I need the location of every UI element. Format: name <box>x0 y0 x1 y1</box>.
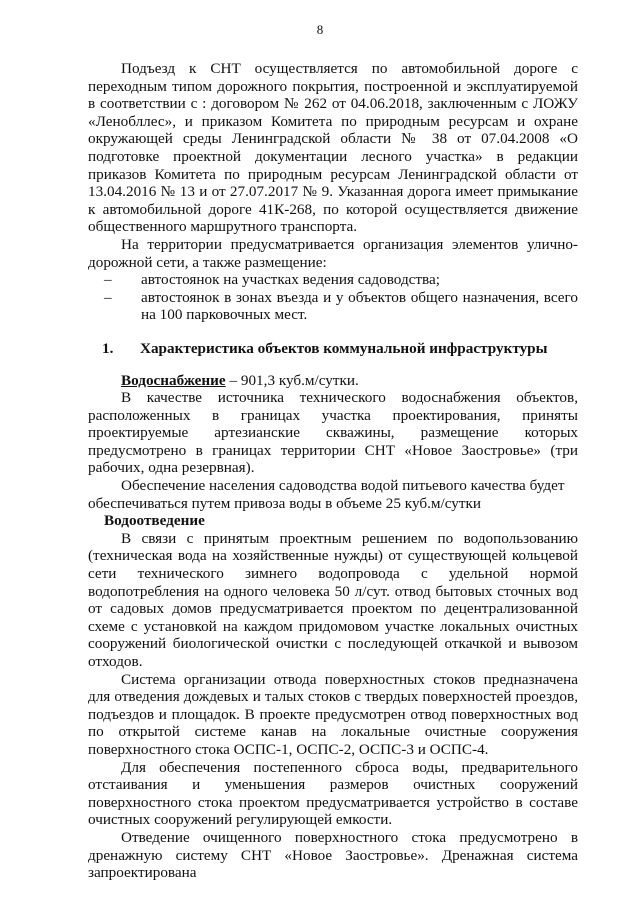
water-supply-value: – 901,3 куб.м/сутки. <box>225 371 359 389</box>
paragraph-access-road: Подъезд к СНТ осуществляется по автомобильной дороге с переходным типом дорожного покрытия, построенной и эксплуатируемой в соответствии с : договором № 262 от 04.06.2018, заключенным с ЛОЖУ «Ленобллес», и приказом Комитета по природным ресурсам и охране окружающей среды Ленинградской области № 38 от 07.04.2008 «О подготовке проектной документации лесного участка» в редакции приказов Комитета по природным ресурсам Ленинградской области от 13.04.2016 № 13 и от 27.07.2017 № 9. Указанная дорога имеет примыкание к автомобильной дороге 41К-268, по которой осуществляется движение общественного маршрутного транспорта. <box>88 60 578 236</box>
paragraph-sewage: В связи с принятым проектным решением по водопользованию (техническая вода на хозяйственные нужды) от существующей кольцевой сети технического зимнего водопровода с удельной нормой водопотребления на одного человека 50 л/сут. отвод бытовых сточных вод от садовых домов предусматривается проектом по децентрализованной схеме с установкой на каждом придомовом участке локальных очистных сооружений биологической очистки с последующей откачкой и вывозом отходов. <box>88 529 578 670</box>
sewage-heading: Водоотведение <box>104 512 205 530</box>
paragraph-surface-runoff: Система организации отвода поверхностных стоков предназначена для отведения дождевых и талых стоков с твердых поверхностей проездов, подъездов и площадок. В проекте предусмотрен отвод поверхностных вод по открытой системе канав на локальные очистные сооружения поверхностного стока ОСПС-1, ОСПС-2, ОСПС-3 и ОСПС-4. <box>88 670 578 758</box>
section-number: 1. <box>102 339 114 357</box>
list-item <box>88 271 578 289</box>
paragraph-drainage: Отведение очищенного поверхностного стока предусмотрено в дренажную систему СНТ «Новое Заостровье». Дренажная система запроектирована <box>88 828 578 882</box>
water-supply-label: Водоснабжение <box>121 371 226 389</box>
page-number: 8 <box>316 22 324 37</box>
list-item-text: автостоянок в зонах въезда и у объектов общего назначения, всего на 100 парковочных мест. <box>141 288 578 324</box>
section-heading <box>88 340 578 358</box>
paragraph-water-source: В качестве источника технического водоснабжения объектов, расположенных в границах участка проектирования, приняты проектируемые артезианские скважины, размещение которых предусмотрено в границах территории СНТ «Новое Заостровье» (три рабочих, одна резервная). <box>88 389 578 477</box>
paragraph-regulating-tank: Для обеспечения постепенного сброса воды, предварительного отстаивания и уменьшения размеров очистных сооружений поверхностного стока проектом предусматривается устройство в составе очистных сооружений регулирующей емкости. <box>88 758 578 829</box>
dash-marker: – <box>104 271 112 289</box>
paragraph-drinking-water: Обеспечение населения садоводства водой питьевого качества будет обеспечиваться путем привоза воды в объеме 25 куб.м/сутки <box>88 477 565 512</box>
water-supply-line <box>88 372 578 390</box>
list-item <box>88 289 578 324</box>
dash-marker: – <box>104 288 112 306</box>
page-body <box>88 60 578 882</box>
section-title: Характеристика объектов коммунальной инфраструктуры <box>140 339 548 357</box>
list-item-text: автостоянок на участках ведения садоводства; <box>141 271 440 289</box>
paragraph-street-network: На территории предусматривается организация элементов улично-дорожной сети, а также размещение: <box>88 235 578 271</box>
